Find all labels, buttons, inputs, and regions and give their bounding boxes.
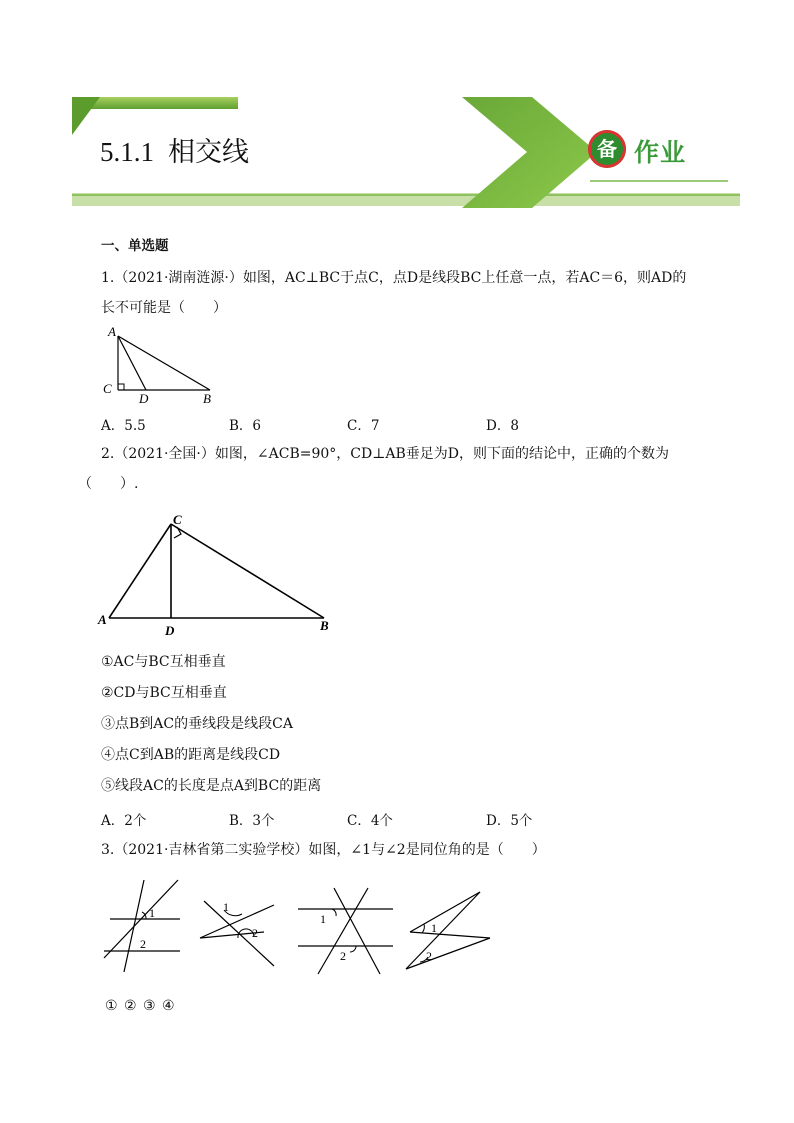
q3-figure-1	[104, 880, 180, 972]
q2-statement-5: ⑤线段AC的长度是点A到BC的距离	[101, 778, 322, 794]
q3-line1: 3.（2021·吉林省第二实验学校）如图，∠1与∠2是同位角的是（ ）	[101, 842, 546, 858]
q2-label-b: B	[320, 618, 329, 633]
q3-figure-4	[406, 892, 490, 969]
q2-option-d[interactable]: D．5个	[486, 813, 533, 829]
q1-label-c: C	[103, 381, 112, 396]
q2-option-a[interactable]: A．2个	[101, 813, 147, 829]
q2-line2: （ ）.	[78, 476, 139, 492]
q3-f1-angle-2: 2	[140, 937, 146, 951]
q3-figure-3	[298, 888, 393, 974]
chevron-arrow	[462, 97, 597, 208]
q2-line1: 2.（2021·全国·）如图，∠ACB=90°，CD⊥AB垂足为D，则下面的结论中，正确的个数为	[101, 446, 669, 462]
q2-statement-4: ④点C到AB的距离是线段CD	[101, 747, 281, 763]
q1-label-a: A	[108, 324, 116, 339]
q2-label-c: C	[173, 512, 182, 527]
q1-line2: 长不可能是（ ）	[101, 300, 227, 316]
section-heading: 一、单选题	[101, 238, 169, 254]
q3-f3-angle-1: 1	[320, 912, 326, 926]
q2-option-c[interactable]: C．4个	[347, 813, 393, 829]
q1-option-d[interactable]: D．8	[486, 418, 519, 434]
q2-statement-1: ①AC与BC互相垂直	[101, 654, 226, 670]
page-title	[100, 130, 249, 169]
q1-label-d: D	[139, 391, 149, 406]
q1-option-b[interactable]: B．6	[229, 418, 262, 434]
q1-line1: 1.（2021·湖南涟源·）如图，AC⊥BC于点C，点D是线段BC上任意一点，若AC＝6，则AD的	[101, 270, 687, 286]
section-title: 相交线	[168, 137, 249, 167]
header-banner	[0, 0, 794, 220]
q3-f2-angle-2: 2	[252, 926, 258, 940]
q1-option-a[interactable]: A．5.5	[101, 418, 146, 434]
q2-statement-3: ③点B到AC的垂线段是线段CA	[101, 716, 293, 732]
q2-statement-2: ②CD与BC互相垂直	[101, 685, 227, 701]
q3-f1-angle-1: 1	[149, 906, 155, 920]
q3-figures	[98, 872, 498, 987]
q1-option-c[interactable]: C．7	[347, 418, 380, 434]
q1-label-b: B	[203, 391, 211, 406]
q3-f2-angle-1: 1	[223, 900, 229, 914]
q3-f4-angle-1: 1	[431, 921, 437, 935]
q2-label-a: A	[98, 612, 107, 627]
q2-options	[101, 809, 561, 827]
q1-options	[101, 414, 561, 432]
q1-figure	[100, 322, 230, 408]
q2-option-b[interactable]: B．3个	[229, 813, 275, 829]
q2-label-d: D	[165, 623, 175, 638]
section-number: 5.1.1	[100, 137, 154, 167]
q3-f4-angle-2: 2	[426, 949, 432, 963]
q3-figure-captions: ① ② ③ ④	[105, 998, 176, 1014]
q2-figure	[95, 508, 345, 638]
badge-label: 作业	[634, 138, 687, 167]
q3-f3-angle-2: 2	[340, 949, 346, 963]
badge-icon: 备	[588, 130, 626, 168]
q3-figure-2	[200, 900, 274, 966]
